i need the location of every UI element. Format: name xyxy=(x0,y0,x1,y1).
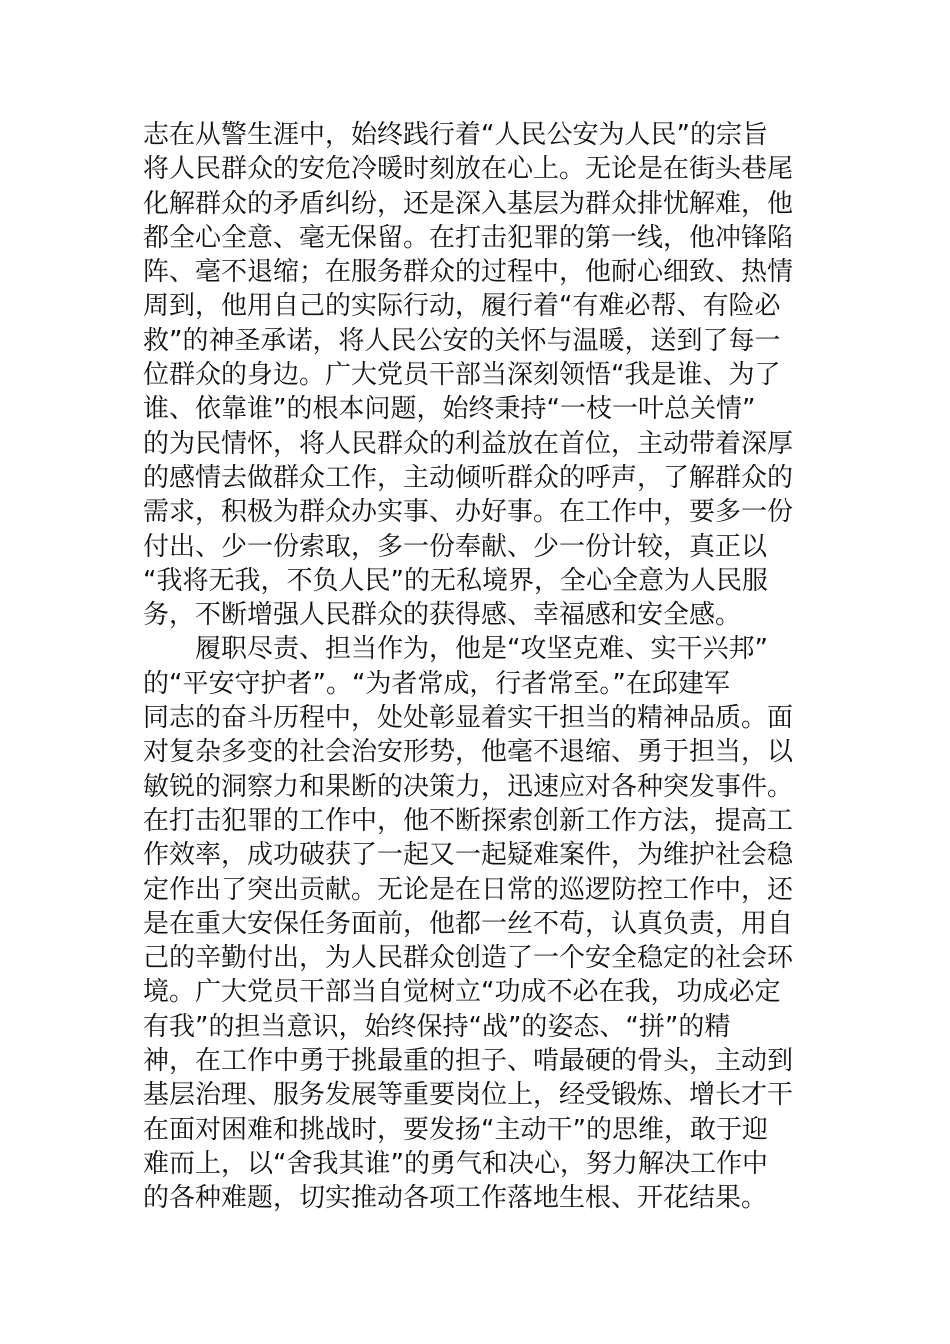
text-line: 是在重大安保任务面前，他都一丝不苟，认真负责，用自 xyxy=(143,908,794,939)
text-line: 谁、依靠谁”的根本问题，始终秉持“一枝一叶总关情” xyxy=(143,394,756,425)
text-line: 务，不断增强人民群众的获得感、幸福感和安全感。 xyxy=(143,600,742,631)
text-line: 同志的奋斗历程中，处处彰显着实干担当的精神品质。面 xyxy=(143,703,794,734)
text-line: 需求，积极为群众办实事、办好事。在工作中，要多一份 xyxy=(143,497,794,528)
text-line: 的“平安守护者”。“为者常成，行者常至。”在邱建军 xyxy=(143,668,730,699)
text-line: “我将无我，不负人民”的无私境界，全心全意为人民服 xyxy=(143,565,768,596)
text-line: 难而上，以“舍我其谁”的勇气和决心，努力解决工作中 xyxy=(143,1148,768,1179)
text-line: 基层治理、服务发展等重要岗位上，经受锻炼、增长才干 xyxy=(143,1080,794,1111)
text-line: 付出、少一份索取，多一份奉献、少一份计较，真正以 xyxy=(143,531,768,562)
text-line: 志在从警生涯中，始终践行着“人民公安为人民”的宗旨 xyxy=(143,120,768,150)
text-line: 在面对困难和挑战时，要发扬“主动干”的思维，敢于迎 xyxy=(143,1114,768,1145)
text-line: 周到，他用自己的实际行动，履行着“有难必帮、有险必 xyxy=(143,291,781,322)
text-line: 的为民情怀，将人民群众的利益放在首位，主动带着深厚 xyxy=(143,428,794,459)
text-line: 己的辛勤付出，为人民群众创造了一个安全稳定的社会环 xyxy=(143,943,794,974)
text-line: 敏锐的洞察力和果断的决策力，迅速应对各种突发事件。 xyxy=(143,771,794,802)
text-line: 境。广大党员干部当自觉树立“功成不必在我，功成必定 xyxy=(143,977,781,1008)
text-line: 在打击犯罪的工作中，他不断探索创新工作方法，提高工 xyxy=(143,805,794,836)
text-line: 作效率，成功破获了一起又一起疑难案件，为维护社会稳 xyxy=(143,840,794,871)
body-text xyxy=(143,118,811,1216)
text-line: 神，在工作中勇于挑最重的担子、啃最硬的骨头，主动到 xyxy=(143,1046,794,1077)
paragraph-first-line: 履职尽责、担当作为，他是“攻坚克难、实干兴邦” xyxy=(195,634,768,665)
text-line: 位群众的身边。广大党员干部当深刻领悟“我是谁、为了 xyxy=(143,360,781,391)
text-line: 将人民群众的安危冷暖时刻放在心上。无论是在街头巷尾 xyxy=(143,154,794,185)
text-line: 的各种难题，切实推动各项工作落地生根、开花结果。 xyxy=(143,1183,768,1214)
text-line: 有我”的担当意识，始终保持“战”的姿态、“拼”的精 xyxy=(143,1011,731,1042)
text-line: 都全心全意、毫无保留。在打击犯罪的第一线，他冲锋陷 xyxy=(143,222,794,253)
text-line: 对复杂多变的社会治安形势，他毫不退缩、勇于担当，以 xyxy=(143,737,794,768)
text-line: 定作出了突出贡献。无论是在日常的巡逻防控工作中，还 xyxy=(143,874,794,905)
text-line: 的感情去做群众工作，主动倾听群众的呼声，了解群众的 xyxy=(143,462,794,493)
text-line: 化解群众的矛盾纠纷，还是深入基层为群众排忧解难，他 xyxy=(143,188,794,219)
text-line: 救”的神圣承诺，将人民公安的关怀与温暖，送到了每一 xyxy=(143,325,781,356)
text-line: 阵、毫不退缩；在服务群众的过程中，他耐心细致、热情 xyxy=(143,257,794,288)
